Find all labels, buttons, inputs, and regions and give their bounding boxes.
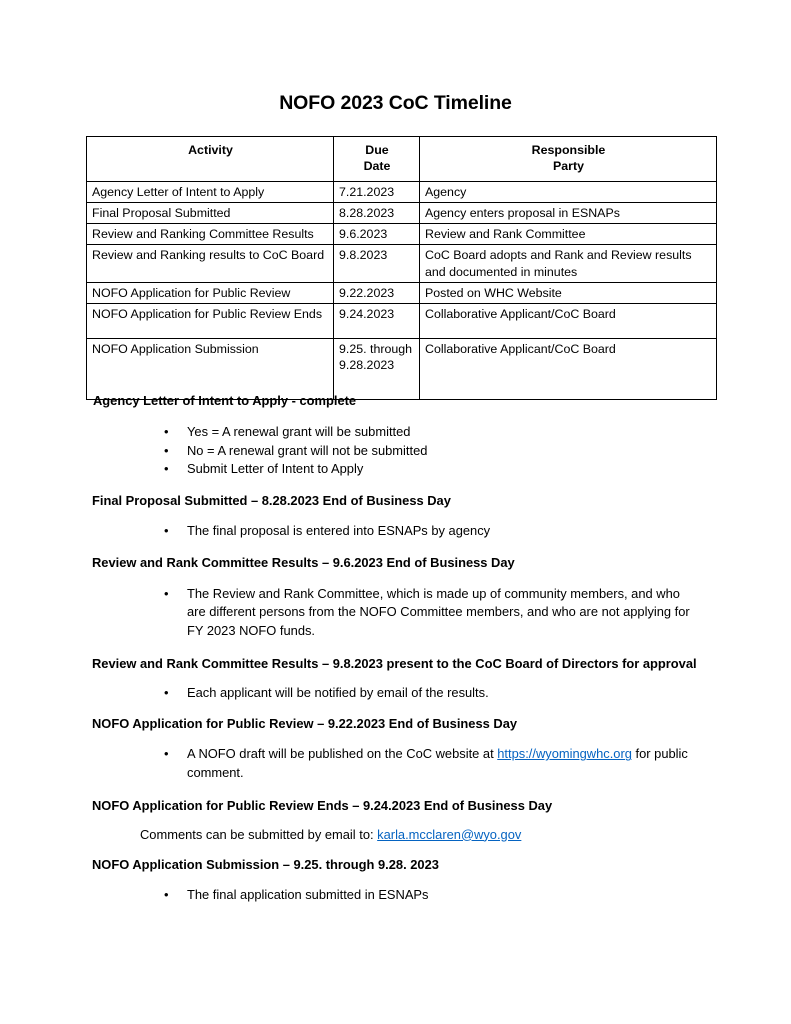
bullet-icon: • — [164, 887, 169, 903]
bullet-icon: • — [164, 523, 169, 539]
cell-due-date: 9.6.2023 — [334, 224, 420, 245]
cell-activity: Agency Letter of Intent to Apply — [87, 181, 334, 202]
list-item-text: Yes = A renewal grant will be submitted — [187, 424, 411, 440]
list-item — [0, 522, 791, 541]
page-title: NOFO 2023 CoC Timeline — [279, 92, 512, 114]
column-header-activity-label: Activity — [188, 143, 233, 157]
column-header-activity — [87, 137, 334, 182]
column-header-due-date-line1: Due — [365, 143, 389, 157]
cell-due-date: 7.21.2023 — [334, 181, 420, 202]
list-item — [0, 585, 791, 641]
comments-text-prefix: Comments can be submitted by email to: — [140, 826, 378, 842]
website-link[interactable]: https://wyomingwhc.org — [497, 746, 632, 762]
list-item-text-suffix: for public comment. — [187, 746, 688, 780]
list-item — [0, 442, 791, 461]
cell-activity: Review and Ranking results to CoC Board — [87, 245, 334, 283]
cell-responsible-party: Review and Rank Committee — [420, 224, 717, 245]
bullet-list-public-review — [0, 745, 791, 782]
column-header-responsible-line1: Responsible — [531, 143, 606, 157]
table-row — [87, 339, 717, 400]
list-item-text: The final proposal is entered into ESNAPs by agency — [187, 523, 491, 539]
section-heading-final-proposal: Final Proposal Submitted – 8.28.2023 End of Business Day — [92, 492, 451, 508]
table-body — [87, 181, 717, 400]
cell-activity: Review and Ranking Committee Results — [87, 224, 334, 245]
cell-due-date: 9.22.2023 — [334, 282, 420, 303]
cell-responsible-party: CoC Board adopts and Rank and Review results and documented in minutes — [420, 245, 717, 283]
list-item — [0, 745, 791, 782]
section-heading-application-submission: NOFO Application Submission – 9.25. through 9.28. 2023 — [92, 857, 439, 873]
bullet-icon: • — [164, 585, 169, 601]
table-row — [87, 224, 717, 245]
cell-responsible-party: Posted on WHC Website — [420, 282, 717, 303]
cell-due-date: 9.24.2023 — [334, 304, 420, 339]
cell-activity: NOFO Application for Public Review Ends — [87, 304, 334, 339]
cell-responsible-party: Agency enters proposal in ESNAPs — [420, 202, 717, 223]
bullet-list-review-rank-98 — [0, 684, 791, 703]
list-item-text: The final application submitted in ESNAPs — [187, 887, 429, 903]
list-item — [0, 460, 791, 479]
list-item — [0, 423, 791, 442]
timeline-table — [86, 136, 717, 400]
cell-due-date: 8.28.2023 — [334, 202, 420, 223]
bullet-list-final-proposal — [0, 522, 791, 541]
section-heading-letter-of-intent: Agency Letter of Intent to Apply - complete — [93, 393, 357, 408]
column-header-responsible-line2: Party — [553, 159, 584, 174]
list-item-text: Submit Letter of Intent to Apply — [187, 461, 364, 477]
section-heading-review-rank-96: Review and Rank Committee Results – 9.6.2023 End of Business Day — [92, 554, 515, 570]
list-item — [0, 684, 791, 703]
bullet-list-application-submission — [0, 886, 791, 905]
cell-responsible-party: Agency — [420, 181, 717, 202]
bullet-list-letter-of-intent — [0, 423, 791, 479]
column-header-responsible-party — [420, 137, 717, 182]
table-row — [87, 245, 717, 283]
document-body — [0, 392, 791, 905]
cell-activity: Final Proposal Submitted — [87, 202, 334, 223]
column-header-due-date-line2: Date — [363, 159, 391, 174]
cell-due-date: 9.25. through 9.28.2023 — [334, 339, 420, 400]
bullet-icon: • — [164, 746, 169, 762]
bullet-icon: • — [164, 461, 169, 477]
table-row — [87, 202, 717, 223]
email-link[interactable]: karla.mcclaren@wyo.gov — [377, 826, 522, 842]
list-item — [0, 886, 791, 905]
comments-paragraph — [0, 826, 791, 845]
section-heading-public-review: NOFO Application for Public Review – 9.22.2023 End of Business Day — [92, 716, 518, 732]
bullet-icon: • — [164, 442, 169, 458]
list-item-text-prefix: A NOFO draft will be published on the CoC website at — [187, 746, 498, 762]
cell-activity: NOFO Application for Public Review — [87, 282, 334, 303]
table-head — [87, 137, 717, 182]
section-heading-review-rank-98: Review and Rank Committee Results – 9.8.2023 present to the CoC Board of Directors for approval — [92, 655, 697, 671]
list-item-text: Each applicant will be notified by email of the results. — [187, 684, 489, 700]
table-header-row — [87, 137, 717, 182]
bullet-list-review-rank-96 — [0, 585, 791, 641]
table-row — [87, 304, 717, 339]
table-row — [87, 282, 717, 303]
table-row — [87, 181, 717, 202]
bullet-icon: • — [164, 424, 169, 440]
list-item-text: The Review and Rank Committee, which is made up of community members, and who are different persons from the NOFO Committee members, and who are not applying for FY 2023 NOFO funds. — [187, 585, 690, 638]
section-heading-public-review-ends: NOFO Application for Public Review Ends – 9.24.2023 End of Business Day — [92, 797, 553, 813]
cell-responsible-party: Collaborative Applicant/CoC Board — [420, 304, 717, 339]
list-item-text: No = A renewal grant will not be submitted — [187, 442, 428, 458]
column-header-due-date — [334, 137, 420, 182]
cell-activity: NOFO Application Submission — [87, 339, 334, 400]
cell-due-date: 9.8.2023 — [334, 245, 420, 283]
bullet-icon: • — [164, 684, 169, 700]
cell-responsible-party: Collaborative Applicant/CoC Board — [420, 339, 717, 400]
